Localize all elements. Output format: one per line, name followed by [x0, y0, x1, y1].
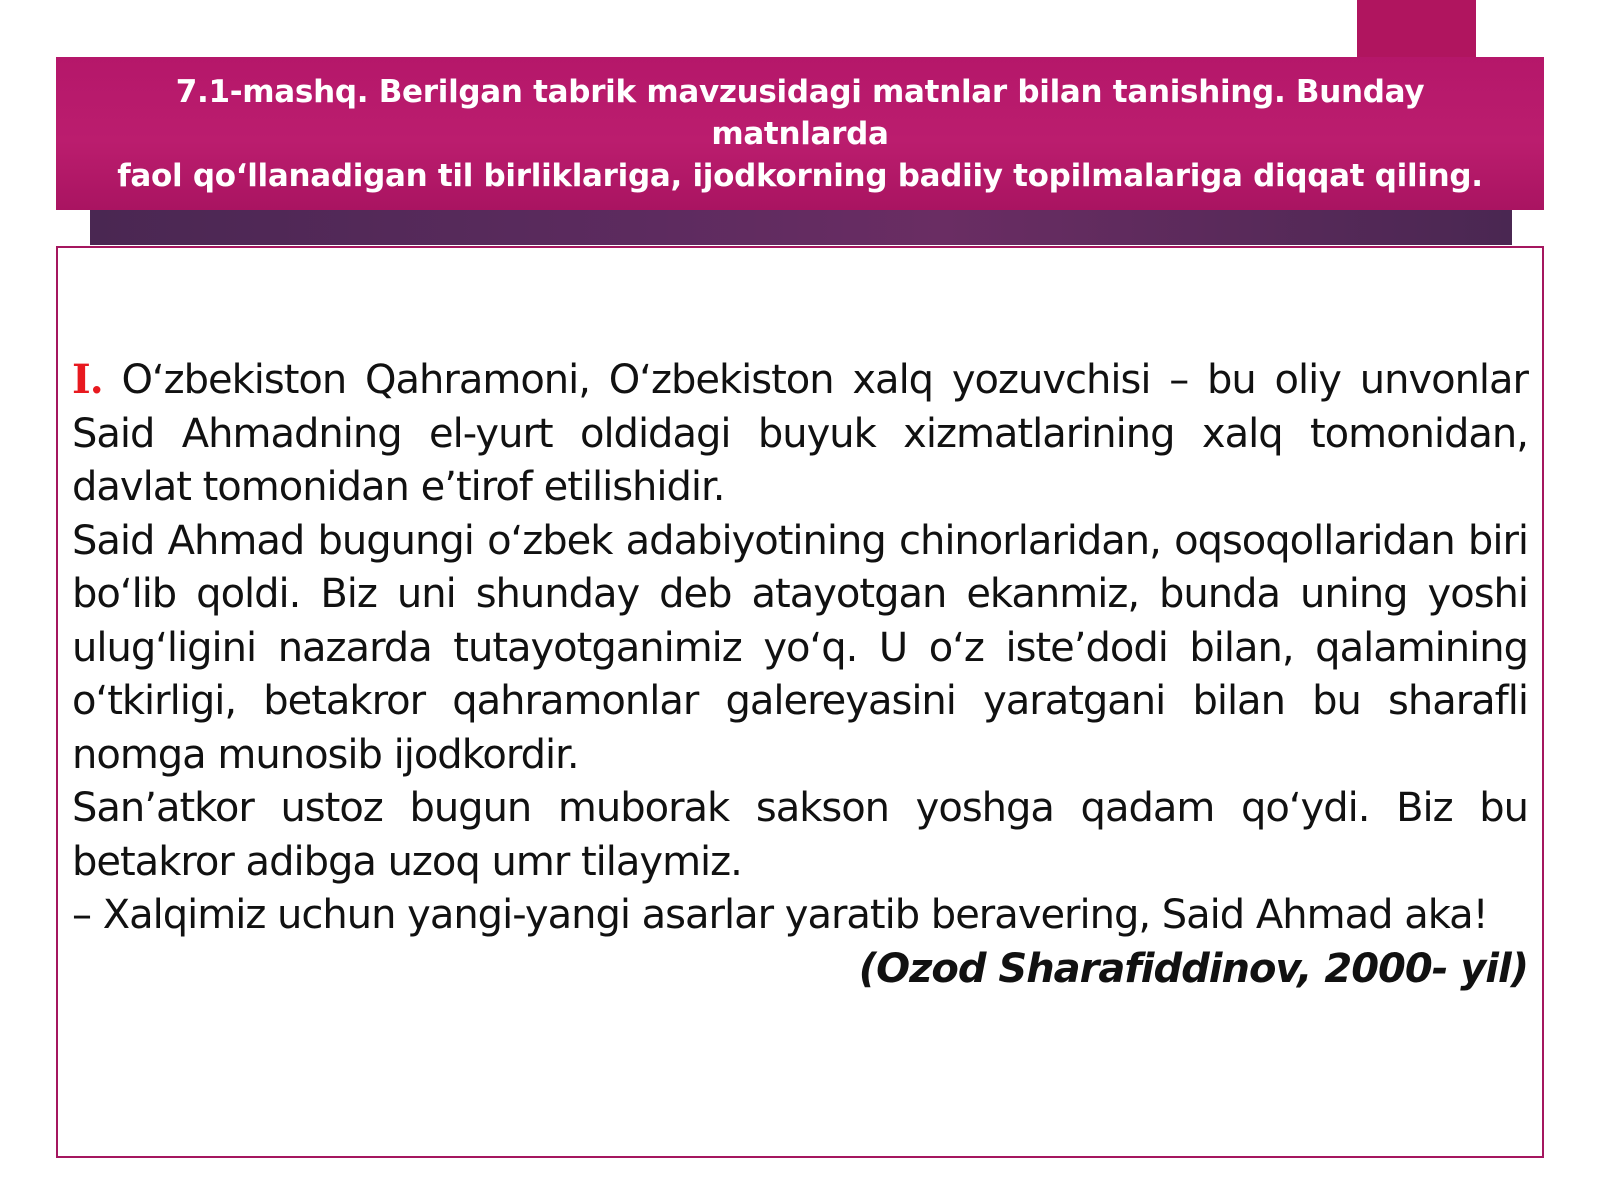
exercise-header [56, 57, 1544, 210]
paragraph-2: Said Ahmad bugungi o‘zbek adabiyotining chinorlaridan, oqsoqollaridan biri bo‘lib qoldi. Biz uni shunday deb atayotgan ekanmiz, bunda uning yoshi ulug‘ligini nazarda tutayotganimiz yo‘q. U o‘z iste’dodi bilan, qalamining o‘tkirligi, betakror qahramonlar galereyasini yaratgani bilan bu sharafli nomga munosib ijodkordir. [72, 517, 1528, 778]
header-line-2: matnlarda [711, 116, 889, 152]
paragraph-3: San’atkor ustoz bugun muborak sakson yoshga qadam qo‘ydi. Biz bu betakror adibga uzoq umr tilaymiz. [72, 785, 1528, 885]
paragraph-4: – Xalqimiz uchun yangi-yangi asarlar yaratib beravering, Said Ahmad aka! [72, 892, 1488, 938]
paragraph-1-text: O‘zbekiston Qahramoni, O‘zbekiston xalq yozuvchisi – bu oliy unvonlar Said Ahmadning el-yurt oldidagi buyuk xizmatlarining xalq tomonidan, davlat tomonidan e’tirof etilishidir. [72, 357, 1528, 510]
decorative-top-tab [1357, 0, 1476, 57]
exercise-text [72, 353, 1528, 996]
signature: (Ozod Sharafiddinov, 2000- yil) [858, 945, 1528, 992]
header-line-3: faol qo‘llanadigan til birliklariga, ijodkorning badiiy topilmalariga diqqat qiling. [117, 158, 1483, 194]
header-line-1: 7.1-mashq. Berilgan tabrik mavzusidagi matnlar bilan tanishing. Bunday [175, 74, 1425, 110]
section-marker: I. [72, 356, 103, 403]
paragraph-1 [72, 353, 1528, 515]
header-shadow-bar [90, 210, 1512, 245]
